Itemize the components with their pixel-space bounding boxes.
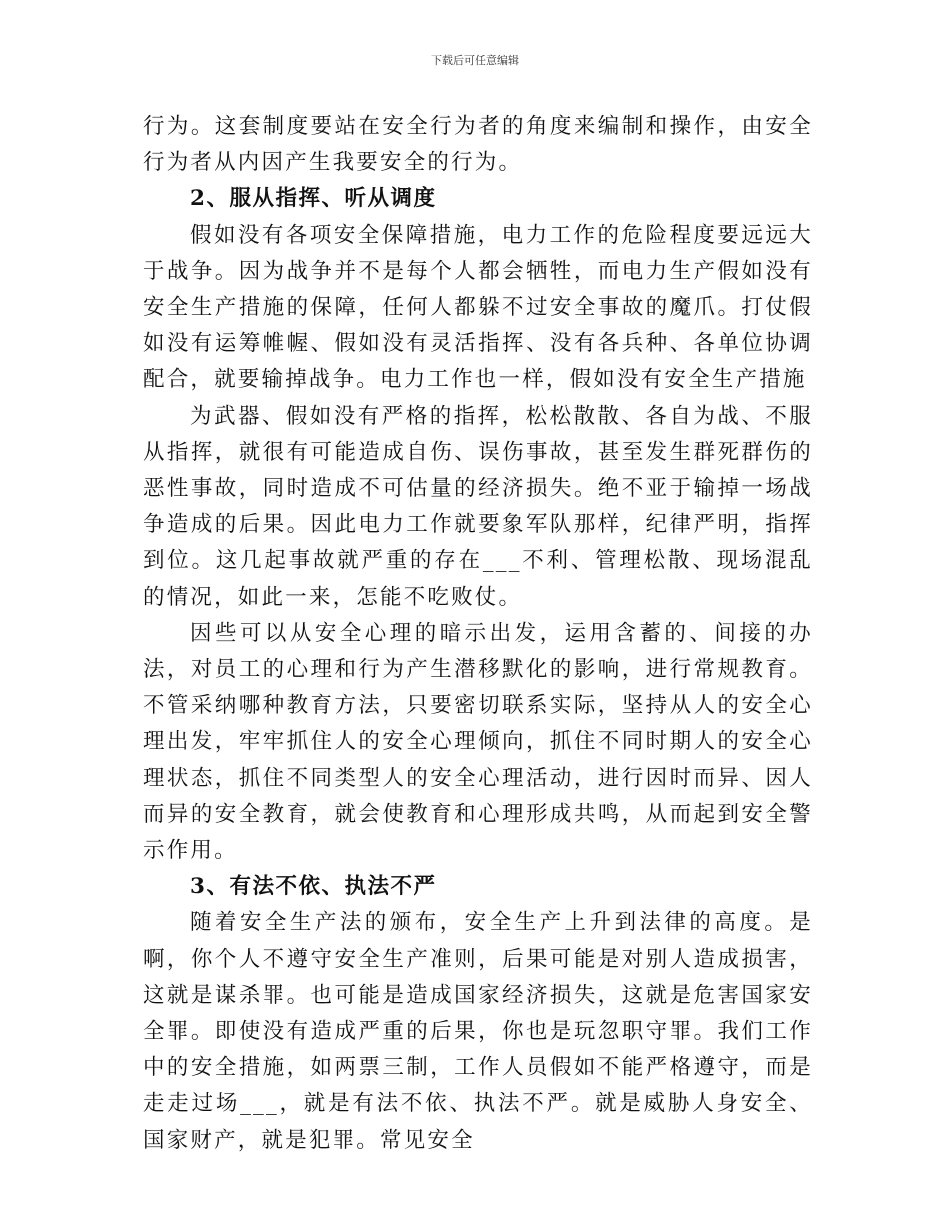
section-heading-2: 2、服从指挥、听从调度 xyxy=(190,186,437,212)
paragraph-safety-measures: 假如没有各项安全保障措施，电力工作的危险程度要远远大于战争。因为战争并不是每个人都会牺牲，而电力生产假如没有安全生产措施的保障，任何人都躲不过安全事故的魔爪。打仗假如没有运筹帷幄、假如没有灵活指挥、没有各兵种、各单位协调配合，就要输掉战争。电力工作也一样，假如没有安全生产措施 xyxy=(143,222,813,393)
paragraph-safety-psychology: 因些可以从安全心理的暗示出发，运用含蓄的、间接的办法，对员工的心理和行为产生潜移默化的影响，进行常规教育。不管采纳哪种教育方法，只要密切联系实际，坚持从人的安全心理出发，牢牢抓住人的安全心理倾向，抓住不同时期人的安全心理状态，抓住不同类型人的安全心理活动，进行因时而异、因人而异的安全教育，就会使教育和心理形成共鸣，从而起到安全警示作用。 xyxy=(143,620,813,864)
section-heading-3: 3、有法不依、执法不严 xyxy=(190,874,437,900)
paragraph-discipline: 为武器、假如没有严格的指挥，松松散散、各自为战、不服从指挥，就很有可能造成自伤、误伤事故，甚至发生群死群伤的恶性事故，同时造成不可估量的经济损失。绝不亚于输掉一场战争造成的后果。因此电力工作就要象军队那样，纪律严明，指挥到位。这几起事故就严重的存在___不利、管理松散、现场混乱的情况，如此一来，怎能不吃败仗。 xyxy=(143,403,813,610)
paragraph-continuation: 行为。这套制度要站在安全行为者的角度来编制和操作，由安全行为者从内因产生我要安全的行为。 xyxy=(143,114,813,176)
page-header: 下载后可任意编辑 xyxy=(431,54,519,67)
document-body xyxy=(143,109,813,1159)
paragraph-safety-law: 随着安全生产法的颁布，安全生产上升到法律的高度。是啊，你个人不遵守安全生产准则，后果可能是对别人造成损害，这就是谋杀罪。也可能是造成国家经济损失，这就是危害国家安全罪。即使没有造成严重的后果，你也是玩忽职守罪。我们工作中的安全措施，如两票三制，工作人员假如不能严格遵守，而是走走过场___，就是有法不依、执法不严。就是威胁人身安全、国家财产，就是犯罪。常见安全 xyxy=(143,910,813,1153)
